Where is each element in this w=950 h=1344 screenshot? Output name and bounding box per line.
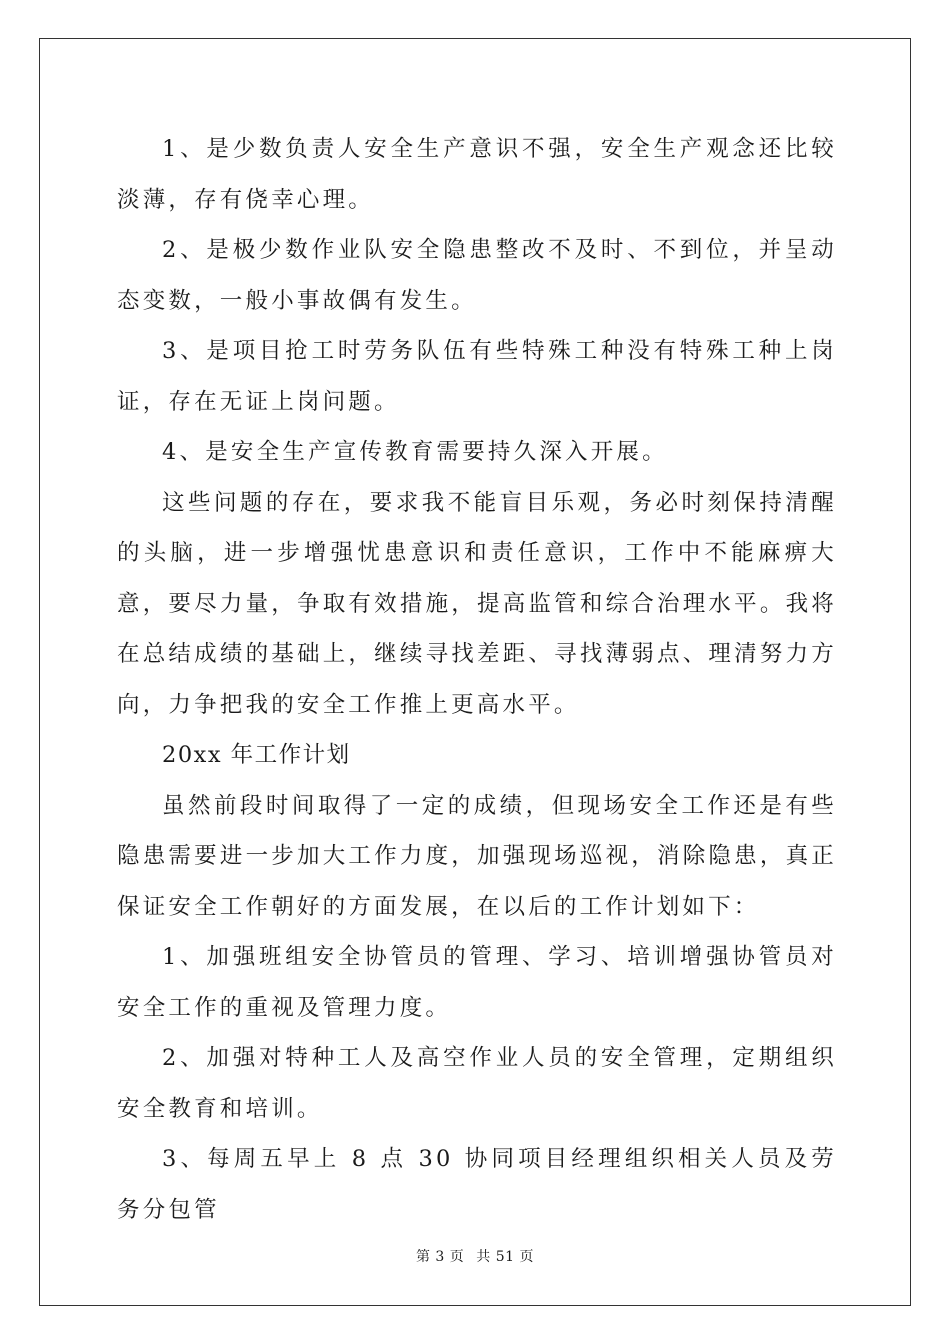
paragraph-plan-1: 1、加强班组安全协管员的管理、学习、培训增强协管员对安全工作的重视及管理力度。 <box>117 944 837 1021</box>
section-heading: 20xx 年工作计划 <box>162 742 351 768</box>
paragraph-issue-3: 3、是项目抢工时劳务队伍有些特殊工种没有特殊工种上岗证，存在无证上岗问题。 <box>117 338 837 415</box>
page-footer <box>0 1246 950 1266</box>
paragraph-issue-4: 4、是安全生产宣传教育需要持久深入开展。 <box>162 439 668 465</box>
paragraph-plan-2: 2、加强对特种工人及高空作业人员的安全管理，定期组织安全教育和培训。 <box>117 1045 837 1122</box>
paragraph-issue-2: 2、是极少数作业队安全隐患整改不及时、不到位，并呈动态变数，一般小事故偶有发生。 <box>117 237 837 314</box>
page-number: 第 3 页 <box>415 1249 465 1265</box>
document-body <box>117 124 837 1235</box>
paragraph-plan-3: 3、每周五早上 8 点 30 协同项目经理组织相关人员及劳务分包管 <box>117 1146 837 1223</box>
paragraph-issue-1: 1、是少数负责人安全生产意识不强，安全生产观念还比较淡薄，存有侥幸心理。 <box>117 136 837 213</box>
paragraph-plan-intro: 虽然前段时间取得了一定的成绩，但现场安全工作还是有些隐患需要进一步加大工作力度，加强现场巡视，消除隐患，真正保证安全工作朝好的方面发展，在以后的工作计划如下： <box>117 792 837 920</box>
page-total: 共 51 页 <box>476 1249 535 1265</box>
paragraph-summary: 这些问题的存在，要求我不能盲目乐观，务必时刻保持清醒的头脑，进一步增强忧患意识和责任意识，工作中不能麻痹大意，要尽力量，争取有效措施，提高监管和综合治理水平。我将在总结成绩的基础上，继续寻找差距、寻找薄弱点、理清努力方向，力争把我的安全工作推上更高水平。 <box>117 489 837 718</box>
